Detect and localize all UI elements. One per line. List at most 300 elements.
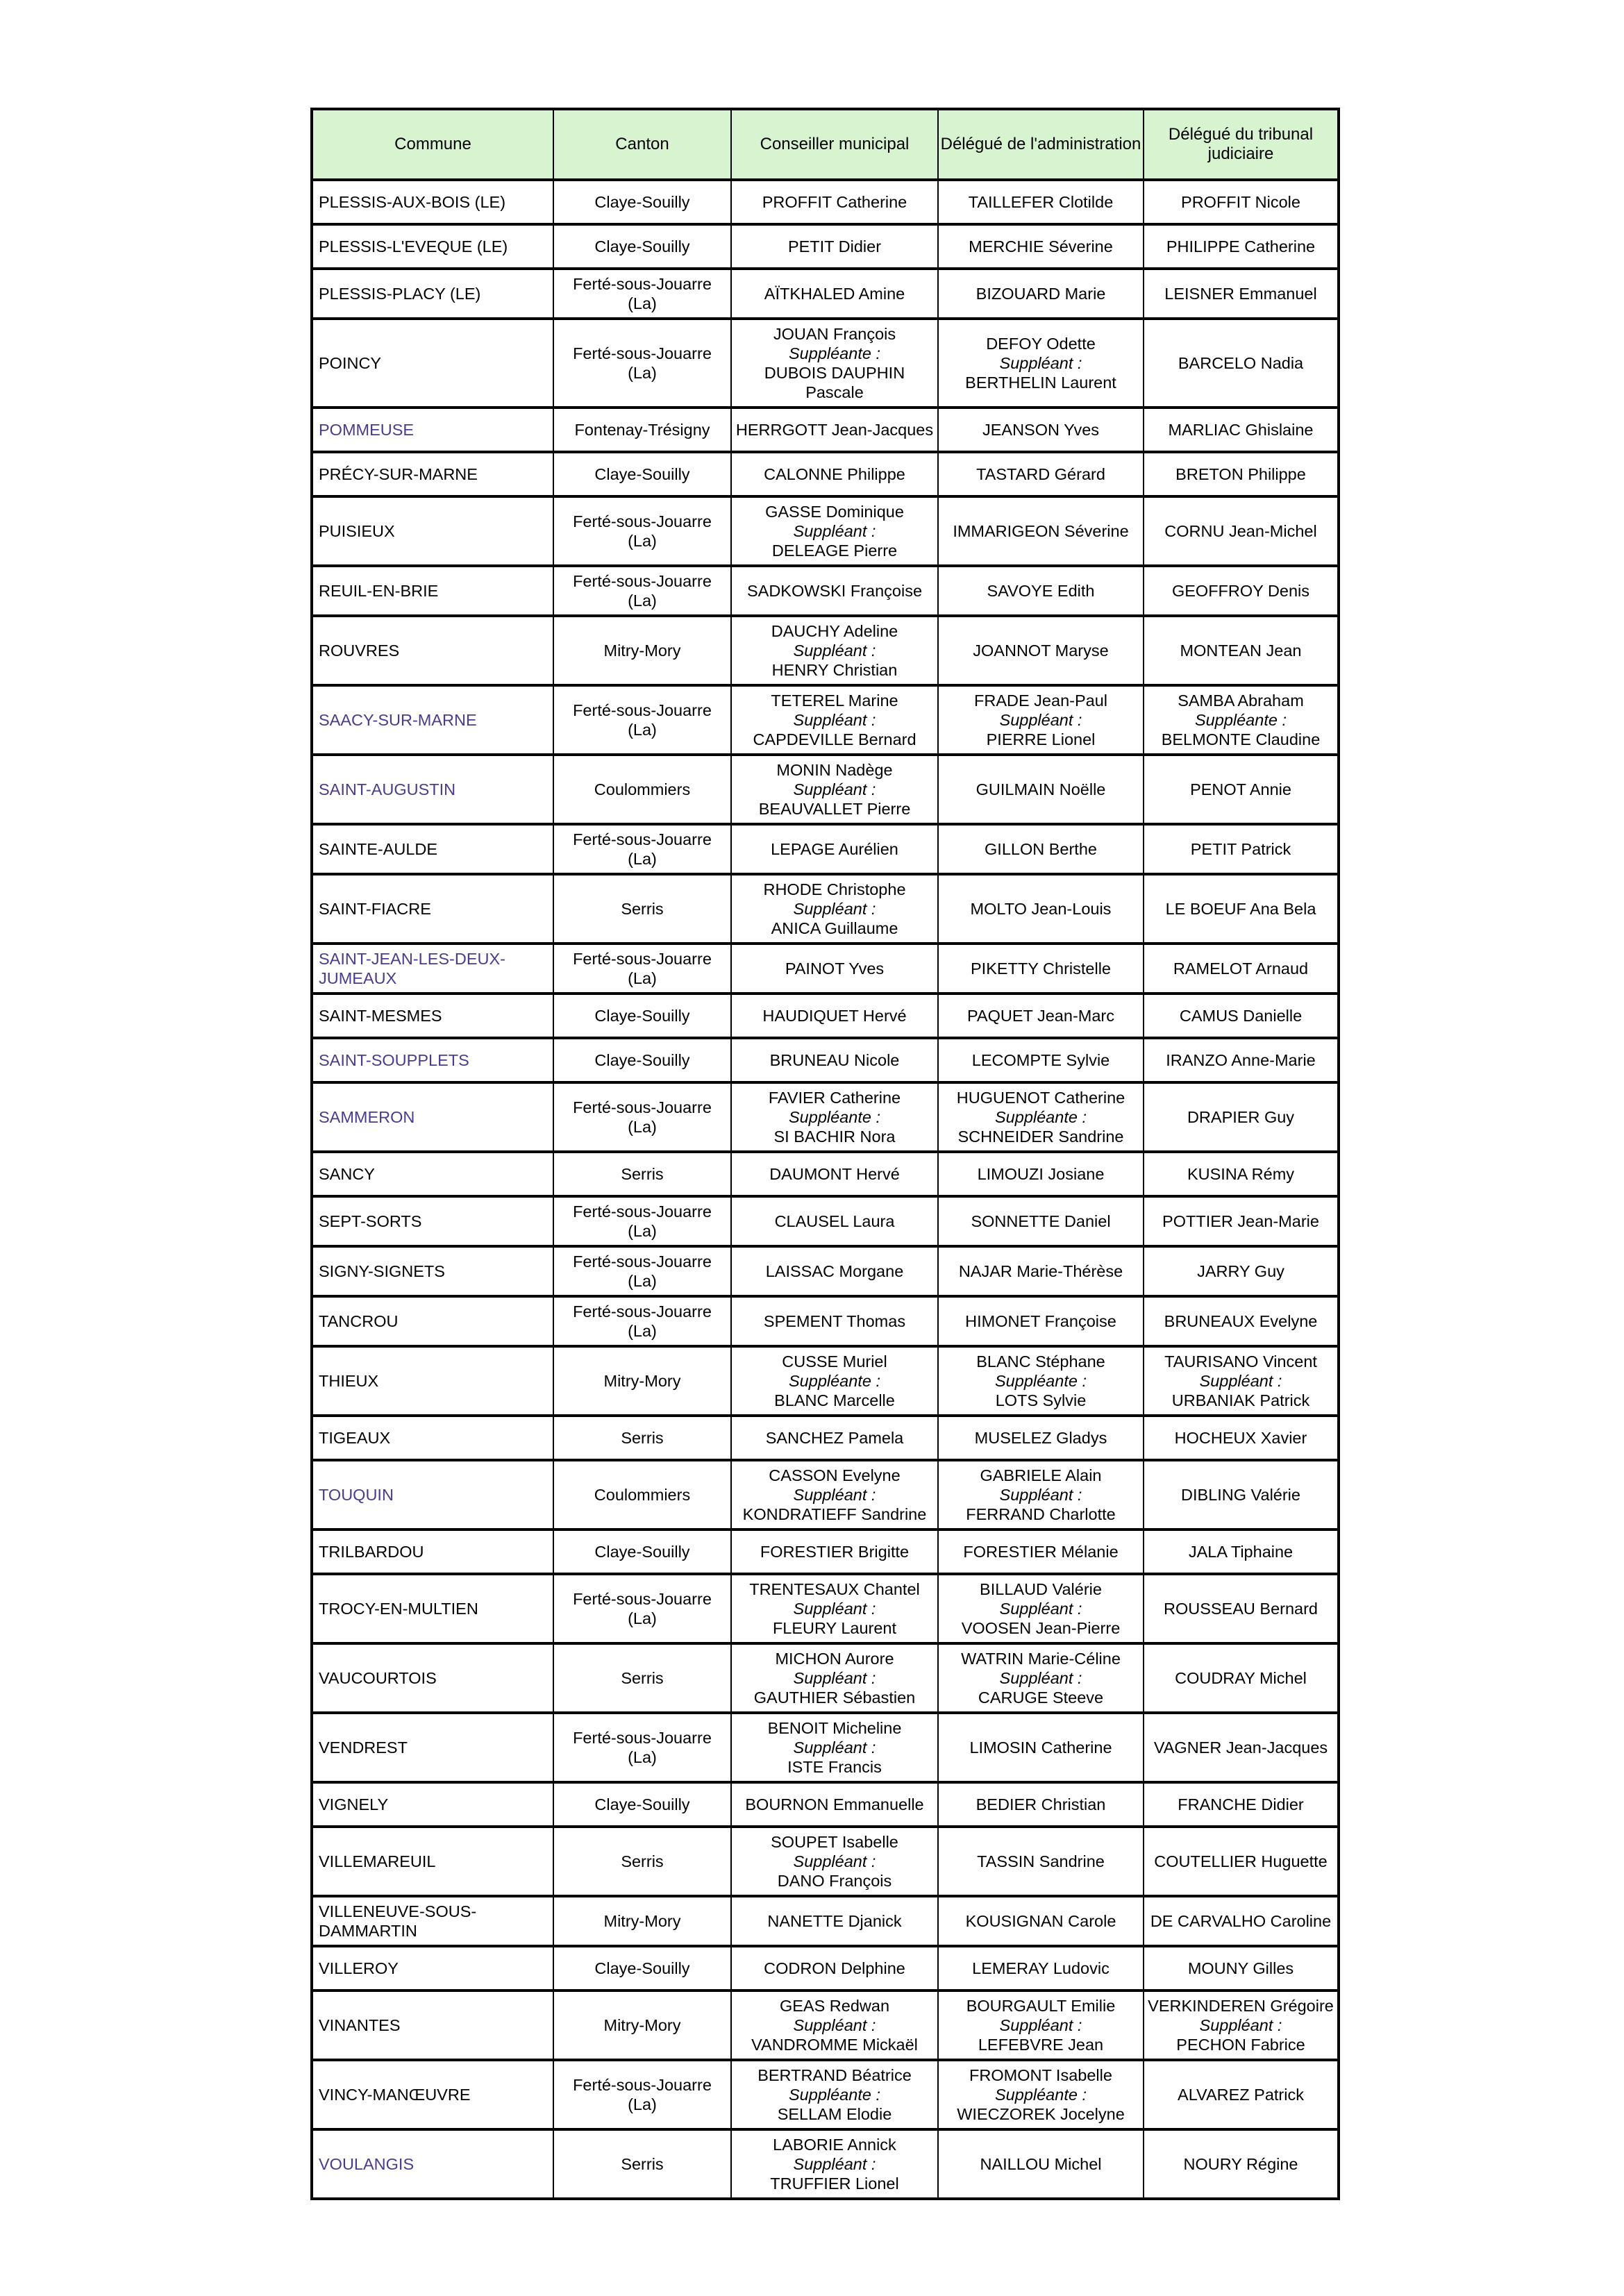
table-row xyxy=(312,1346,1339,1416)
cell-canton: Claye-Souilly xyxy=(553,224,731,269)
titulaire-name: IRANZO Anne-Marie xyxy=(1166,1051,1316,1069)
column-header-conseiller-municipal: Conseiller municipal xyxy=(731,109,938,180)
cell-conseiller-municipal xyxy=(731,685,938,755)
cell-canton: Claye-Souilly xyxy=(553,1946,731,1991)
suppleant-label: Suppléant : xyxy=(793,1852,876,1870)
commune-name: VIGNELY xyxy=(319,1795,389,1813)
commune-link[interactable]: POMMEUSE xyxy=(319,421,415,439)
commune-link[interactable]: SAACY-SUR-MARNE xyxy=(319,711,477,729)
suppleant-label: Suppléante : xyxy=(789,1108,880,1126)
cell-conseiller-municipal xyxy=(731,1574,938,1643)
cell-delegue-tribunal xyxy=(1144,1946,1339,1991)
cell-conseiller-municipal xyxy=(731,1038,938,1082)
titulaire-name: SAVOYE Edith xyxy=(987,582,1095,600)
cell-canton: Serris xyxy=(553,2129,731,2199)
titulaire-name: LECOMPTE Sylvie xyxy=(971,1051,1110,1069)
table-row xyxy=(312,1782,1339,1827)
cell-commune xyxy=(312,2060,553,2129)
titulaire-name: SAMBA Abraham xyxy=(1178,692,1304,710)
column-header-canton: Canton xyxy=(553,109,731,180)
table-row xyxy=(312,1038,1339,1082)
titulaire-name: SPEMENT Thomas xyxy=(763,1312,906,1330)
table-row xyxy=(312,408,1339,452)
cell-delegue-administration xyxy=(938,685,1144,755)
titulaire-name: FROMONT Isabelle xyxy=(969,2066,1112,2084)
cell-delegue-tribunal xyxy=(1144,2060,1339,2129)
titulaire-name: PHILIPPE Catherine xyxy=(1166,237,1316,255)
cell-delegue-administration xyxy=(938,1296,1144,1346)
table-row xyxy=(312,874,1339,944)
titulaire-name: HERRGOTT Jean-Jacques xyxy=(735,421,934,439)
titulaire-name: MERCHIE Séverine xyxy=(969,237,1113,255)
titulaire-name: SADKOWSKI Françoise xyxy=(746,582,923,600)
suppleant-label: Suppléant : xyxy=(1199,2016,1282,2034)
suppleant-name: SCHNEIDER Sandrine xyxy=(957,1128,1124,1146)
suppleant-label: Suppléante : xyxy=(995,1372,1087,1390)
table-row xyxy=(312,1946,1339,1991)
suppleant-label: Suppléant : xyxy=(793,1600,876,1618)
titulaire-name: BOURGAULT Emilie xyxy=(966,1997,1116,2015)
titulaire-name: HIMONET Françoise xyxy=(965,1312,1116,1330)
suppleant-name: FERRAND Charlotte xyxy=(966,1505,1116,1523)
cell-commune xyxy=(312,1152,553,1196)
cell-delegue-administration xyxy=(938,1038,1144,1082)
cell-conseiller-municipal xyxy=(731,824,938,874)
cell-delegue-tribunal xyxy=(1144,1038,1339,1082)
cell-delegue-tribunal xyxy=(1144,1713,1339,1782)
titulaire-name: KUSINA Rémy xyxy=(1187,1165,1295,1183)
cell-commune xyxy=(312,269,553,319)
cell-canton: Serris xyxy=(553,1416,731,1460)
suppleant-label: Suppléante : xyxy=(789,344,880,362)
suppleant-label: Suppléant : xyxy=(793,780,876,798)
titulaire-name: BOURNON Emmanuelle xyxy=(745,1795,924,1813)
titulaire-name: ALVAREZ Patrick xyxy=(1178,2086,1304,2104)
cell-delegue-tribunal xyxy=(1144,1530,1339,1574)
cell-commune xyxy=(312,1946,553,1991)
cell-commune xyxy=(312,1416,553,1460)
titulaire-name: FRANCHE Didier xyxy=(1178,1795,1304,1813)
table-row xyxy=(312,1416,1339,1460)
titulaire-name: PAINOT Yves xyxy=(785,960,885,978)
titulaire-name: AÏTKHALED Amine xyxy=(764,285,905,303)
commune-name: PLESSIS-PLACY (LE) xyxy=(319,285,481,303)
cell-conseiller-municipal xyxy=(731,1946,938,1991)
titulaire-name: CAMUS Danielle xyxy=(1179,1007,1303,1025)
table-row xyxy=(312,1196,1339,1246)
suppleant-label: Suppléant : xyxy=(999,2016,1082,2034)
cell-conseiller-municipal xyxy=(731,1460,938,1530)
cell-canton: Ferté-sous-Jouarre (La) xyxy=(553,269,731,319)
titulaire-name: LEISNER Emmanuel xyxy=(1164,285,1317,303)
suppleant-label: Suppléante : xyxy=(1195,711,1287,729)
titulaire-name: BRUNEAUX Evelyne xyxy=(1164,1312,1318,1330)
cell-commune xyxy=(312,1827,553,1896)
cell-canton: Serris xyxy=(553,1152,731,1196)
cell-conseiller-municipal xyxy=(731,1643,938,1713)
cell-delegue-administration xyxy=(938,408,1144,452)
cell-delegue-tribunal xyxy=(1144,1296,1339,1346)
titulaire-name: GASSE Dominique xyxy=(765,503,904,521)
cell-delegue-tribunal xyxy=(1144,566,1339,616)
cell-delegue-tribunal xyxy=(1144,1152,1339,1196)
table-row xyxy=(312,319,1339,408)
suppleant-name: BELMONTE Claudine xyxy=(1161,730,1321,748)
cell-canton: Claye-Souilly xyxy=(553,994,731,1038)
suppleant-label: Suppléant : xyxy=(999,711,1082,729)
suppleant-label: Suppléant : xyxy=(793,1486,876,1504)
cell-delegue-tribunal xyxy=(1144,319,1339,408)
titulaire-name: FORESTIER Mélanie xyxy=(963,1543,1119,1561)
titulaire-name: KOUSIGNAN Carole xyxy=(965,1912,1116,1930)
suppleant-name: GAUTHIER Sébastien xyxy=(753,1689,916,1707)
suppleant-name: WIECZOREK Jocelyne xyxy=(957,2105,1125,2123)
titulaire-name: LIMOUZI Josiane xyxy=(977,1165,1105,1183)
suppleant-name: DANO François xyxy=(777,1872,892,1890)
titulaire-name: VERKINDEREN Grégoire xyxy=(1148,1997,1334,2015)
table-row xyxy=(312,224,1339,269)
cell-canton: Ferté-sous-Jouarre (La) xyxy=(553,1713,731,1782)
table-row xyxy=(312,566,1339,616)
cell-delegue-administration xyxy=(938,1246,1144,1296)
commune-name: TROCY-EN-MULTIEN xyxy=(319,1600,478,1618)
cell-conseiller-municipal xyxy=(731,496,938,566)
titulaire-name: MARLIAC Ghislaine xyxy=(1168,421,1314,439)
titulaire-name: JARRY Guy xyxy=(1197,1262,1284,1280)
cell-canton: Mitry-Mory xyxy=(553,1896,731,1946)
titulaire-name: POTTIER Jean-Marie xyxy=(1162,1212,1319,1230)
table-row xyxy=(312,1991,1339,2060)
cell-commune xyxy=(312,1246,553,1296)
column-header-delegue-tribunal: Délégué du tribunal judiciaire xyxy=(1144,109,1339,180)
cell-commune xyxy=(312,1530,553,1574)
commune-name: ROUVRES xyxy=(319,642,400,660)
cell-delegue-tribunal xyxy=(1144,1246,1339,1296)
cell-canton: Mitry-Mory xyxy=(553,1346,731,1416)
suppleant-name: PIERRE Lionel xyxy=(986,730,1096,748)
titulaire-name: LEPAGE Aurélien xyxy=(771,840,898,858)
cell-delegue-tribunal xyxy=(1144,1827,1339,1896)
titulaire-name: BIZOUARD Marie xyxy=(976,285,1106,303)
cell-delegue-tribunal xyxy=(1144,2129,1339,2199)
cell-delegue-administration xyxy=(938,2060,1144,2129)
cell-commune xyxy=(312,874,553,944)
commune-link[interactable]: VOULANGIS xyxy=(319,2155,415,2173)
suppleant-name: BERTHELIN Laurent xyxy=(965,374,1116,392)
suppleant-name: DELEAGE Pierre xyxy=(771,542,898,560)
suppleant-name: SELLAM Elodie xyxy=(777,2105,892,2123)
cell-delegue-tribunal xyxy=(1144,224,1339,269)
cell-commune xyxy=(312,2129,553,2199)
cell-canton: Serris xyxy=(553,1827,731,1896)
titulaire-name: COUDRAY Michel xyxy=(1175,1669,1307,1687)
cell-canton: Ferté-sous-Jouarre (La) xyxy=(553,1196,731,1246)
cell-canton: Mitry-Mory xyxy=(553,1991,731,2060)
titulaire-name: CLAUSEL Laura xyxy=(774,1212,895,1230)
titulaire-name: LABORIE Annick xyxy=(773,2136,896,2154)
commune-name: SAINTE-AULDE xyxy=(319,840,438,858)
titulaire-name: LIMOSIN Catherine xyxy=(969,1738,1112,1757)
titulaire-name: TAURISANO Vincent xyxy=(1164,1352,1317,1371)
cell-conseiller-municipal xyxy=(731,2129,938,2199)
titulaire-name: PENOT Annie xyxy=(1190,780,1291,798)
titulaire-name: GUILMAIN Noëlle xyxy=(976,780,1106,798)
titulaire-name: NAJAR Marie-Thérèse xyxy=(958,1262,1123,1280)
table-row xyxy=(312,685,1339,755)
suppleant-name: CAPDEVILLE Bernard xyxy=(753,730,916,748)
table-row xyxy=(312,1643,1339,1713)
table-row xyxy=(312,994,1339,1038)
commune-name: TRILBARDOU xyxy=(319,1543,424,1561)
titulaire-name: DRAPIER Guy xyxy=(1187,1108,1295,1126)
titulaire-name: LE BOEUF Ana Bela xyxy=(1165,900,1316,918)
cell-delegue-tribunal xyxy=(1144,824,1339,874)
titulaire-name: BRUNEAU Nicole xyxy=(769,1051,900,1069)
cell-delegue-administration xyxy=(938,1713,1144,1782)
cell-commune xyxy=(312,755,553,824)
cell-commune xyxy=(312,1296,553,1346)
titulaire-name: MOUNY Gilles xyxy=(1187,1959,1294,1977)
titulaire-name: WATRIN Marie-Céline xyxy=(961,1650,1121,1668)
cell-delegue-administration xyxy=(938,1152,1144,1196)
cell-canton: Claye-Souilly xyxy=(553,180,731,224)
titulaire-name: DAUMONT Hervé xyxy=(769,1165,900,1183)
titulaire-name: CODRON Delphine xyxy=(764,1959,905,1977)
cell-canton: Coulommiers xyxy=(553,1460,731,1530)
titulaire-name: NANETTE Djanick xyxy=(767,1912,902,1930)
suppleant-name: CARUGE Steeve xyxy=(978,1689,1104,1707)
titulaire-name: RHODE Christophe xyxy=(763,880,906,898)
cell-conseiller-municipal xyxy=(731,1296,938,1346)
cell-canton: Fontenay-Trésigny xyxy=(553,408,731,452)
cell-commune xyxy=(312,994,553,1038)
commune-link[interactable]: SAINT-JEAN-LES-DEUX-JUMEAUX xyxy=(319,950,505,987)
titulaire-name: CUSSE Muriel xyxy=(782,1352,887,1371)
suppleant-label: Suppléant : xyxy=(999,354,1082,372)
titulaire-name: DEFOY Odette xyxy=(986,335,1096,353)
titulaire-name: JOUAN François xyxy=(773,325,896,343)
cell-canton: Ferté-sous-Jouarre (La) xyxy=(553,944,731,994)
titulaire-name: SOUPET Isabelle xyxy=(771,1833,898,1851)
commune-link[interactable]: SAMMERON xyxy=(319,1108,415,1126)
titulaire-name: VAGNER Jean-Jacques xyxy=(1153,1738,1328,1757)
cell-conseiller-municipal xyxy=(731,944,938,994)
suppleant-label: Suppléante : xyxy=(995,2086,1087,2104)
cell-delegue-tribunal xyxy=(1144,1460,1339,1530)
commune-name: VILLEMAREUIL xyxy=(319,1852,436,1870)
column-header-commune: Commune xyxy=(312,109,553,180)
cell-delegue-administration xyxy=(938,1946,1144,1991)
commune-link[interactable]: TOUQUIN xyxy=(319,1486,394,1504)
suppleant-name: LOTS Sylvie xyxy=(995,1391,1087,1409)
suppleant-name: VANDROMME Mickaël xyxy=(751,2036,918,2054)
titulaire-name: HOCHEUX Xavier xyxy=(1174,1429,1307,1447)
cell-conseiller-municipal xyxy=(731,1713,938,1782)
cell-delegue-administration xyxy=(938,1827,1144,1896)
cell-canton: Ferté-sous-Jouarre (La) xyxy=(553,685,731,755)
titulaire-name: SANCHEZ Pamela xyxy=(765,1429,904,1447)
titulaire-name: HUGUENOT Catherine xyxy=(956,1089,1125,1107)
commune-name: THIEUX xyxy=(319,1372,379,1390)
cell-delegue-tribunal xyxy=(1144,408,1339,452)
suppleant-name: ISTE Francis xyxy=(787,1758,882,1776)
cell-commune xyxy=(312,1782,553,1827)
cell-conseiller-municipal xyxy=(731,408,938,452)
suppleant-name: BEAUVALLET Pierre xyxy=(758,800,911,818)
suppleant-label: Suppléante : xyxy=(789,1372,880,1390)
cell-commune xyxy=(312,1038,553,1082)
titulaire-name: PIKETTY Christelle xyxy=(971,960,1111,978)
commune-name: VINANTES xyxy=(319,2016,401,2034)
cell-conseiller-municipal xyxy=(731,2060,938,2129)
commune-name: POINCY xyxy=(319,354,382,372)
suppleant-name: BLANC Marcelle xyxy=(774,1391,895,1409)
cell-commune xyxy=(312,1460,553,1530)
cell-canton: Ferté-sous-Jouarre (La) xyxy=(553,319,731,408)
titulaire-name: PETIT Patrick xyxy=(1190,840,1291,858)
cell-canton: Ferté-sous-Jouarre (La) xyxy=(553,1574,731,1643)
cell-delegue-administration xyxy=(938,1574,1144,1643)
cell-conseiller-municipal xyxy=(731,616,938,685)
titulaire-name: MICHON Aurore xyxy=(775,1650,894,1668)
cell-delegue-tribunal xyxy=(1144,1416,1339,1460)
commune-name: REUIL-EN-BRIE xyxy=(319,582,439,600)
header-row xyxy=(312,109,1339,180)
cell-canton: Ferté-sous-Jouarre (La) xyxy=(553,566,731,616)
suppleant-label: Suppléant : xyxy=(793,522,876,540)
suppleant-label: Suppléant : xyxy=(1199,1372,1282,1390)
suppleant-name: PECHON Fabrice xyxy=(1176,2036,1305,2054)
cell-delegue-administration xyxy=(938,616,1144,685)
cell-conseiller-municipal xyxy=(731,1782,938,1827)
cell-commune xyxy=(312,180,553,224)
cell-commune xyxy=(312,616,553,685)
suppleant-name: FLEURY Laurent xyxy=(772,1619,897,1637)
cell-conseiller-municipal xyxy=(731,1530,938,1574)
cell-commune xyxy=(312,1991,553,2060)
titulaire-name: GABRIELE Alain xyxy=(980,1466,1102,1484)
titulaire-name: RAMELOT Arnaud xyxy=(1173,960,1309,978)
cell-conseiller-municipal xyxy=(731,1246,938,1296)
suppleant-label: Suppléante : xyxy=(789,2086,880,2104)
titulaire-name: FAVIER Catherine xyxy=(768,1089,901,1107)
titulaire-name: HAUDIQUET Hervé xyxy=(762,1007,907,1025)
delegates-table xyxy=(310,108,1340,2200)
table-row xyxy=(312,1827,1339,1896)
titulaire-name: PROFFIT Catherine xyxy=(762,193,907,211)
cell-conseiller-municipal xyxy=(731,566,938,616)
commune-name: PRÉCY-SUR-MARNE xyxy=(319,465,478,483)
cell-delegue-administration xyxy=(938,1196,1144,1246)
cell-canton: Claye-Souilly xyxy=(553,1038,731,1082)
cell-canton: Ferté-sous-Jouarre (La) xyxy=(553,496,731,566)
titulaire-name: CASSON Evelyne xyxy=(769,1466,901,1484)
suppleant-label: Suppléante : xyxy=(995,1108,1087,1126)
titulaire-name: CORNU Jean-Michel xyxy=(1164,522,1317,540)
titulaire-name: TAILLEFER Clotilde xyxy=(968,193,1114,211)
titulaire-name: CALONNE Philippe xyxy=(764,465,905,483)
suppleant-name: HENRY Christian xyxy=(771,661,898,679)
commune-name: TIGEAUX xyxy=(319,1429,391,1447)
cell-conseiller-municipal xyxy=(731,1827,938,1896)
table-row xyxy=(312,2060,1339,2129)
cell-commune xyxy=(312,319,553,408)
cell-delegue-administration xyxy=(938,269,1144,319)
titulaire-name: FRADE Jean-Paul xyxy=(974,692,1107,710)
cell-conseiller-municipal xyxy=(731,1416,938,1460)
cell-delegue-administration xyxy=(938,944,1144,994)
cell-delegue-tribunal xyxy=(1144,994,1339,1038)
cell-conseiller-municipal xyxy=(731,319,938,408)
suppleant-label: Suppléant : xyxy=(999,1486,1082,1504)
commune-link[interactable]: SAINT-SOUPPLETS xyxy=(319,1051,469,1069)
commune-name: TANCROU xyxy=(319,1312,399,1330)
cell-conseiller-municipal xyxy=(731,269,938,319)
suppleant-label: Suppléant : xyxy=(999,1669,1082,1687)
table-row xyxy=(312,1246,1339,1296)
titulaire-name: BILLAUD Valérie xyxy=(980,1580,1102,1598)
cell-delegue-administration xyxy=(938,1991,1144,2060)
cell-delegue-administration xyxy=(938,874,1144,944)
suppleant-label: Suppléant : xyxy=(793,900,876,918)
cell-delegue-tribunal xyxy=(1144,685,1339,755)
cell-commune xyxy=(312,1574,553,1643)
table-row xyxy=(312,496,1339,566)
cell-delegue-tribunal xyxy=(1144,269,1339,319)
cell-commune xyxy=(312,1196,553,1246)
cell-commune xyxy=(312,1346,553,1416)
cell-conseiller-municipal xyxy=(731,1896,938,1946)
cell-canton: Claye-Souilly xyxy=(553,452,731,496)
cell-commune xyxy=(312,452,553,496)
cell-delegue-tribunal xyxy=(1144,1991,1339,2060)
cell-canton: Serris xyxy=(553,1643,731,1713)
cell-delegue-administration xyxy=(938,180,1144,224)
cell-commune xyxy=(312,1713,553,1782)
cell-delegue-administration xyxy=(938,2129,1144,2199)
titulaire-name: PAQUET Jean-Marc xyxy=(967,1007,1114,1025)
cell-conseiller-municipal xyxy=(731,755,938,824)
cell-commune xyxy=(312,685,553,755)
table-row xyxy=(312,944,1339,994)
titulaire-name: BEDIER Christian xyxy=(976,1795,1106,1813)
table-row xyxy=(312,2129,1339,2199)
cell-delegue-administration xyxy=(938,1782,1144,1827)
cell-canton: Ferté-sous-Jouarre (La) xyxy=(553,824,731,874)
cell-canton: Coulommiers xyxy=(553,755,731,824)
commune-name: SEPT-SORTS xyxy=(319,1212,422,1230)
titulaire-name: LEMERAY Ludovic xyxy=(972,1959,1110,1977)
commune-link[interactable]: SAINT-AUGUSTIN xyxy=(319,780,456,798)
cell-delegue-administration xyxy=(938,566,1144,616)
commune-name: VILLEROY xyxy=(319,1959,399,1977)
commune-name: VAUCOURTOIS xyxy=(319,1669,437,1687)
titulaire-name: GEOFFROY Denis xyxy=(1171,582,1310,600)
commune-name: SAINT-MESMES xyxy=(319,1007,442,1025)
cell-canton: Ferté-sous-Jouarre (La) xyxy=(553,1246,731,1296)
cell-commune xyxy=(312,408,553,452)
titulaire-name: GEAS Redwan xyxy=(779,1997,890,2015)
cell-delegue-tribunal xyxy=(1144,944,1339,994)
cell-conseiller-municipal xyxy=(731,452,938,496)
titulaire-name: COUTELLIER Huguette xyxy=(1154,1852,1328,1870)
titulaire-name: TASSIN Sandrine xyxy=(977,1852,1105,1870)
commune-name: SAINT-FIACRE xyxy=(319,900,431,918)
commune-name: PLESSIS-L'EVEQUE (LE) xyxy=(319,237,508,255)
table-row xyxy=(312,1574,1339,1643)
cell-delegue-administration xyxy=(938,1643,1144,1713)
cell-delegue-tribunal xyxy=(1144,1346,1339,1416)
